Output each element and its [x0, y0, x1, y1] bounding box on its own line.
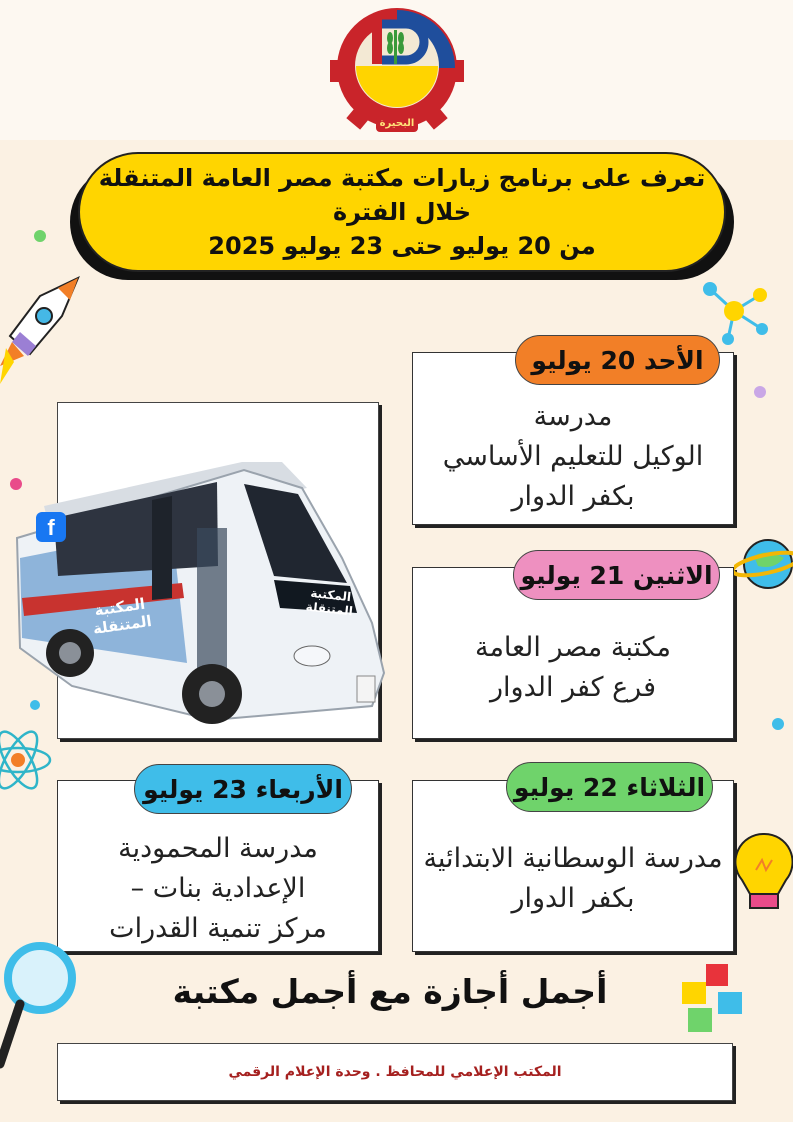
planet-icon — [734, 526, 793, 600]
lightbulb-icon — [734, 830, 793, 920]
card-monday-line-2: فرع كفر الدوار — [490, 672, 656, 703]
card-wednesday-line-3: مركز تنمية القدرات — [109, 913, 327, 944]
card-tuesday-text — [413, 839, 733, 919]
day-pill-sunday: الأحد 20 يوليو — [515, 335, 720, 385]
card-tuesday-line-2: بكفر الدوار — [511, 883, 635, 914]
decor-dot — [772, 718, 784, 730]
card-sunday-line-2: الوكيل للتعليم الأساسي — [442, 441, 704, 472]
day-pill-wednesday: الأربعاء 23 يوليو — [134, 764, 352, 814]
banner-line-3: من 20 يوليو حتى 23 يوليو 2025 — [208, 232, 596, 260]
banner-line-1: تعرف على برنامج زيارات مكتبة مصر العامة المتنقلة — [98, 164, 706, 192]
card-wednesday-line-1: مدرسة المحمودية — [118, 833, 318, 864]
decor-dot — [754, 386, 766, 398]
bus-front-text: المكتبة المتنقلة — [305, 585, 354, 619]
card-wednesday-line-2: الإعدادية بنات – — [130, 873, 306, 904]
card-monday-text — [413, 628, 733, 708]
facebook-icon: f — [36, 512, 66, 542]
card-wednesday-text — [58, 829, 378, 949]
card-tuesday-line-1: مدرسة الوسطانية الابتدائية — [423, 843, 723, 874]
card-monday-line-1: مكتبة مصر العامة — [474, 632, 671, 663]
molecule-icon — [698, 275, 770, 347]
banner-line-2: خلال الفترة — [332, 198, 472, 226]
rocket-icon — [0, 276, 82, 386]
atom-icon — [0, 718, 58, 800]
logo-label: البحيرة — [379, 118, 415, 129]
bus-side-text: المكتبة المتنقلة — [91, 594, 153, 638]
slogan: أجمل أجازة مع أجمل مكتبة — [172, 972, 608, 1011]
card-sunday-line-1: مدرسة — [533, 401, 613, 432]
day-pill-monday: الاثنين 21 يوليو — [513, 550, 720, 600]
card-sunday-line-3: بكفر الدوار — [511, 481, 635, 512]
card-sunday-text — [413, 397, 733, 517]
decor-dot — [30, 700, 40, 710]
decor-dot — [10, 478, 22, 490]
day-pill-tuesday: الثلاثاء 22 يوليو — [506, 762, 713, 812]
footer-credit: المكتب الإعلامي للمحافظ . وحدة الإعلام الرقمي — [57, 1043, 733, 1101]
magnifier-icon — [0, 940, 78, 1070]
decor-dot — [34, 230, 46, 242]
puzzle-icon — [680, 960, 750, 1036]
title-banner — [78, 152, 726, 272]
